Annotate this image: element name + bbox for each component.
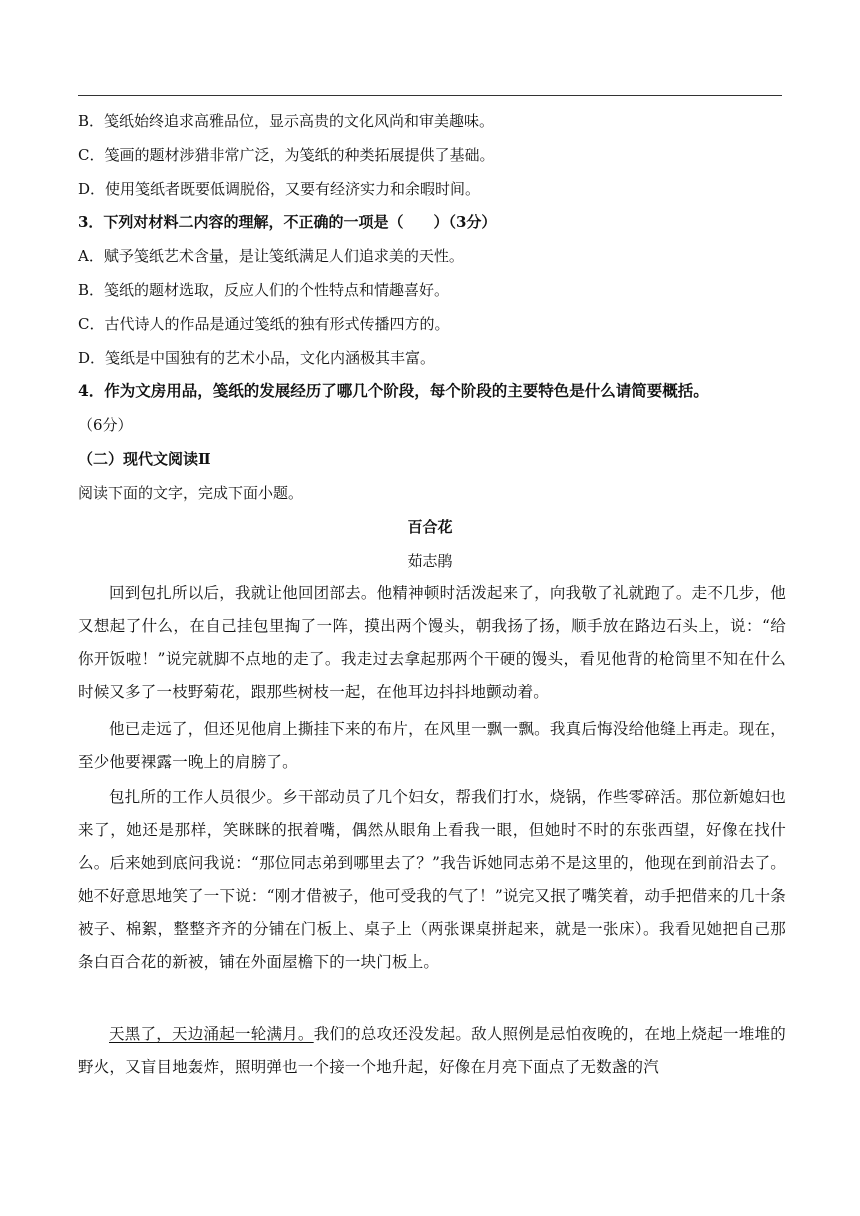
q3-option-c: C．古代诗人的作品是通过笺纸的独有形式传播四方的。 <box>78 315 450 333</box>
q3-option-a: A．赋予笺纸艺术含量，是让笺纸满足人们追求美的天性。 <box>78 247 464 265</box>
header-rule <box>78 95 782 96</box>
q2-option-d: D．使用笺纸者既要低调脱俗，又要有经济实力和余暇时间。 <box>78 180 481 198</box>
article-paragraph-1: 回到包扎所以后，我就让他回团部去。他精神顿时活泼起来了，向我敬了礼就跑了。走不几步，他又想起了什么，在自己挂包里掏了一阵，摸出两个馒头，朝我扬了扬，顺手放在路边石头上，说：“给你开饭啦！”说完就脚不点地的走了。我走过去拿起那两个干硬的馒头，看见他背的枪筒里不知在什么时候又多了一枝野菊花，跟那些树枝一起，在他耳边抖抖地颤动着。 <box>78 584 786 701</box>
q3-stem: 3．下列对材料二内容的理解，不正确的一项是（ ）（3分） <box>78 213 497 231</box>
q4-stem: 4．作为文房用品，笺纸的发展经历了哪几个阶段，每个阶段的主要特色是什么请简要概括。 <box>78 381 709 400</box>
article-author: 茹志鹃 <box>407 552 453 570</box>
paragraph-4-text: 我们的总攻还没发起。敌人照例是忌怕夜晚的，在地上烧起一堆堆的野火，又盲目地轰炸，照明弹也一个接一个地升起，好像在月亮下面点了无数盏的汽 <box>78 1025 786 1076</box>
section-heading: （二）现代文阅读Ⅱ <box>78 450 211 468</box>
q3-option-d: D．笺纸是中国独有的艺术小品，文化内涵极其丰富。 <box>78 349 436 367</box>
section-instruction: 阅读下面的文字，完成下面小题。 <box>78 484 304 502</box>
q2-option-b: B．笺纸始终追求高雅品位，显示高贵的文化风尚和审美趣味。 <box>78 112 495 130</box>
article-title: 百合花 <box>407 518 453 536</box>
article-paragraph-4 <box>78 1018 786 1084</box>
q4-score: （6分） <box>78 416 133 434</box>
article-paragraph-3: 包扎所的工作人员很少。乡干部动员了几个妇女，帮我们打水，烧锅，作些零碎活。那位新媳妇也来了，她还是那样，笑眯眯的抿着嘴，偶然从眼角上看我一眼，但她时不时的东张西望，好像在找什么。后来她到底问我说：“那位同志弟到哪里去了？”我告诉她同志弟不是这里的，他现在到前沿去了。她不好意思地笑了一下说：“刚才借被子，他可受我的气了！”说完又抿了嘴笑着，动手把借来的几十条被子、棉絮，整整齐齐的分铺在门板上、桌子上（两张课桌拼起来，就是一张床）。我看见她把自己那条白百合花的新被，铺在外面屋檐下的一块门板上。 <box>78 788 786 971</box>
q2-option-c: C．笺画的题材涉猎非常广泛，为笺纸的种类拓展提供了基础。 <box>78 146 495 164</box>
underlined-sentence: 天黑了，天边涌起一轮满月。 <box>109 1025 314 1043</box>
q3-option-b: B．笺纸的题材选取，反应人们的个性特点和情趣喜好。 <box>78 281 450 299</box>
article-paragraph-2: 他已走远了，但还见他肩上撕挂下来的布片，在风里一飘一飘。我真后悔没给他缝上再走。现在，至少他要裸露一晚上的肩膀了。 <box>78 720 786 771</box>
